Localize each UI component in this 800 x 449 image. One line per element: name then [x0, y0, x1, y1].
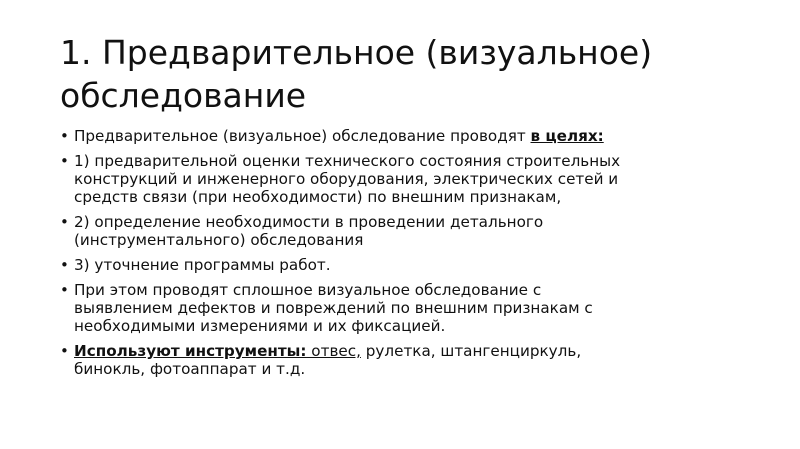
list-item [60, 342, 760, 378]
bullet-dot-icon: • [60, 127, 69, 145]
bullet-text: Предварительное (визуальное) обследование проводят [74, 127, 531, 145]
bullet-text: рулетка, штангенциркуль, [360, 342, 582, 360]
list-item [60, 152, 760, 206]
bullet-line: необходимыми измерениями и их фиксацией. [74, 317, 446, 335]
title-line-2: обследование [60, 76, 307, 115]
bullet-dot-icon: • [60, 213, 69, 231]
bullet-dot-icon: • [60, 256, 69, 274]
bullet-line: конструкций и инженерного оборудования, электрических сетей и [74, 170, 619, 188]
bullet-list [60, 127, 760, 385]
bullet-line [74, 127, 760, 145]
bullet-dot-icon: • [60, 281, 69, 299]
bullet-line: При этом проводят сплошное визуальное обследование с [74, 281, 542, 299]
bullet-line: средств связи (при необходимости) по внешним признакам, [74, 188, 562, 206]
page-title [60, 31, 760, 117]
bullet-dot-icon: • [60, 152, 69, 170]
bullet-line: 2) определение необходимости в проведении детального [74, 213, 544, 231]
bullet-emphasis: в целях: [530, 127, 604, 145]
bullet-line: 3) уточнение программы работ. [74, 256, 331, 274]
bullet-line: (инструментального) обследования [74, 231, 364, 249]
bullet-emphasis: Используют инструменты: [74, 342, 307, 360]
list-item [60, 213, 760, 249]
bullet-underlined: отвес, [306, 342, 361, 360]
bullet-line [74, 342, 760, 360]
list-item [60, 256, 760, 274]
bullet-line: 1) предварительной оценки технического состояния строительных [74, 152, 621, 170]
bullet-line: выявлением дефектов и повреждений по внешним признакам с [74, 299, 593, 317]
bullet-dot-icon: • [60, 342, 69, 360]
bullet-line: бинокль, фотоаппарат и т.д. [74, 360, 306, 378]
list-item [60, 281, 760, 335]
list-item [60, 127, 760, 145]
title-line-1: 1. Предварительное (визуальное) [60, 33, 653, 72]
